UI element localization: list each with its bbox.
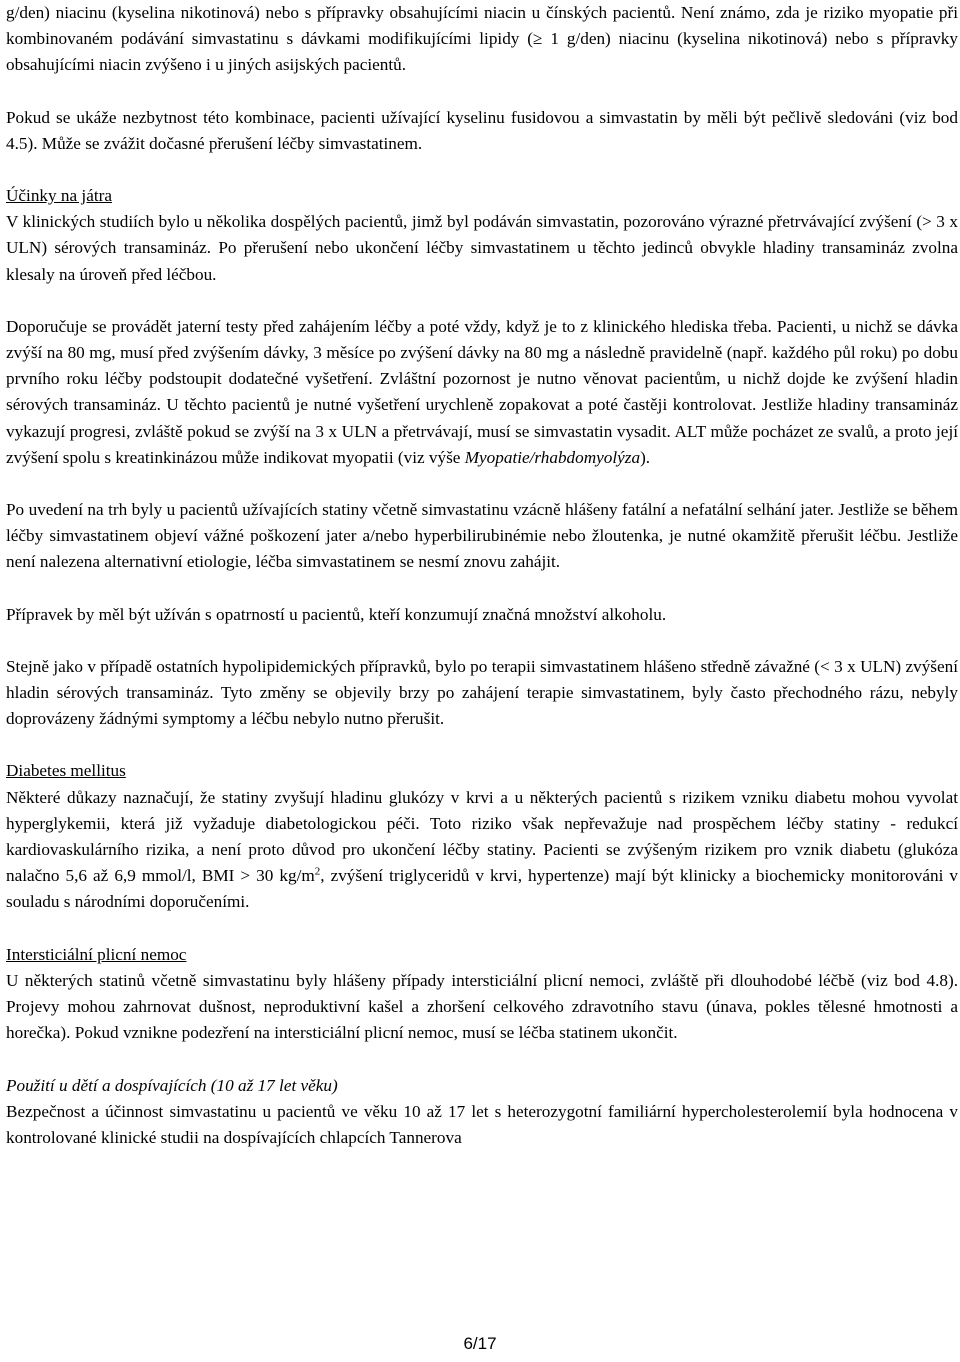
paragraph: V klinických studiích bylo u několika dospělých pacientů, jimž byl podáván simvastatin, pozorováno výrazné přetrvávající zvýšení (> 3 x ULN) sérových transamináz. Po přerušení nebo ukončení léčby simvastatinem u těchto jedinců obvykle hladiny transamináz zvolna klesaly na úroveň před léčbou. xyxy=(6,212,958,284)
superscript: 2 xyxy=(314,865,321,878)
paragraph: Pokud se ukáže nezbytnost této kombinace, pacienti užívající kyselinu fusidovou a simvastatin by měli být pečlivě sledováni (viz bod 4.5). Může se zvážit dočasné přerušení léčby simvastatinem. xyxy=(6,107,958,153)
section-heading-diabetes: Diabetes mellitus xyxy=(6,761,126,781)
page-number: 6/17 xyxy=(463,1334,497,1353)
paragraph-text: ). xyxy=(640,447,651,467)
paragraph-text: Některé důkazy naznačují, že statiny zvyšují hladinu glukózy v krvi a u některých pacientů s rizikem vzniku diabetu mohou vyvolat hyperglykemii, která již vyžaduje diabetologickou péči. Toto riziko však nepřevažuje nad prospěchem léčby statiny - redukcí kardiovaskulárního rizika, a není proto důvod pro ukončení léčby statiny. Pacienti se zvýšeným rizikem pro vznik diabetu (glukóza nalačno 5,6 až 6,9 mmol/l, BMI > 30 kg/m xyxy=(6,787,958,886)
paragraph: Bezpečnost a účinnost simvastatinu u pacientů ve věku 10 až 17 let s heterozygotní familiární hypercholesterolemií byla hodnocena v kontrolované klinické studii na dospívajících chlapcích Tannerova xyxy=(6,1101,958,1147)
paragraph xyxy=(6,785,958,916)
paragraph: g/den) niacinu (kyselina nikotinová) nebo s přípravky obsahujícími niacin u čínských pacientů. Není známo, zda je riziko myopatie při kombinovaném podávání simvastatinu s dávkami modifikujícími lipidy (≥ 1 g/den) niacinu (kyselina nikotinová) nebo s přípravky obsahujícími niacin zvýšeno i u jiných asijských pacientů. xyxy=(6,3,958,75)
paragraph: Přípravek by měl být užíván s opatrností u pacientů, kteří konzumují značná množství alkoholu. xyxy=(6,604,667,624)
section-heading-pediatric: Použití u dětí a dospívajících (10 až 17 let věku) xyxy=(6,1075,338,1095)
section-heading-liver: Účinky na játra xyxy=(6,186,112,206)
paragraph xyxy=(6,314,958,471)
paragraph: U některých statinů včetně simvastatinu byly hlášeny případy intersticiální plicní nemoci, zvláště při dlouhodobé léčbě (viz bod 4.8). Projevy mohou zahrnovat dušnost, neproduktivní kašel a zhoršení celkového zdravotního stavu (únava, pokles tělesné hmotnosti a horečka). Pokud vznikne podezření na intersticiální plicní nemoc, musí se léčba statinem ukončit. xyxy=(6,970,958,1043)
cross-reference: Myopatie/rhabdomyolýza xyxy=(464,447,641,467)
paragraph-text: Doporučuje se provádět jaterní testy před zahájením léčby a poté vždy, když je to z klinického hlediska třeba. Pacienti, u nichž se dávka zvýší na 80 mg, musí před zvýšením dávky, 3 měsíce po zvýšení dávky na 80 mg a následně pravidelně (např. každého půl roku) po dobu prvního roku léčby podstoupit dodatečné vyšetření. Zvláštní pozornost je nutno věnovat pacientům, u nichž dojde ke zvýšení hladin sérových transamináz. U těchto pacientů je nutné vyšetření urychleně zopakovat a poté častěji kontrolovat. Jestliže hladiny transamináz vykazují progresi, zvláště pokud se zvýší na 3 x ULN a přetrvávají, musí se simvastatin vysadit. ALT může pocházet ze svalů, a proto její zvýšení spolu s kreatinkinázou může indikovat myopatii (viz výše xyxy=(6,316,958,467)
paragraph: Stejně jako v případě ostatních hypolipidemických přípravků, bylo po terapii simvastatinem hlášeno středně závažné (< 3 x ULN) zvýšení hladin sérových transamináz. Tyto změny se objevily brzy po zahájení terapie simvastatinem, byly často přechodného rázu, nebyly doprovázeny žádnými symptomy a léčbu nebylo nutno přerušit. xyxy=(6,656,958,729)
paragraph-text: , zvýšení triglyceridů v krvi, hypertenze) mají být klinicky a biochemicky monitorováni v souladu s národními doporučeními. xyxy=(6,866,958,912)
document-body xyxy=(6,0,958,1151)
paragraph: Po uvedení na trh byly u pacientů užívajících statiny včetně simvastatinu vzácně hlášeny fatální a nefatální selhání jater. Jestliže se během léčby simvastatinem objeví vážné poškození jater a/nebo hyperbilirubinémie nebo žloutenka, je nutné okamžitě přerušit léčbu. Jestliže není nalezena alternativní etiologie, léčba simvastatinem se nesmí znovu zahájit. xyxy=(6,500,958,572)
section-heading-ild: Intersticiální plicní nemoc xyxy=(6,944,187,964)
